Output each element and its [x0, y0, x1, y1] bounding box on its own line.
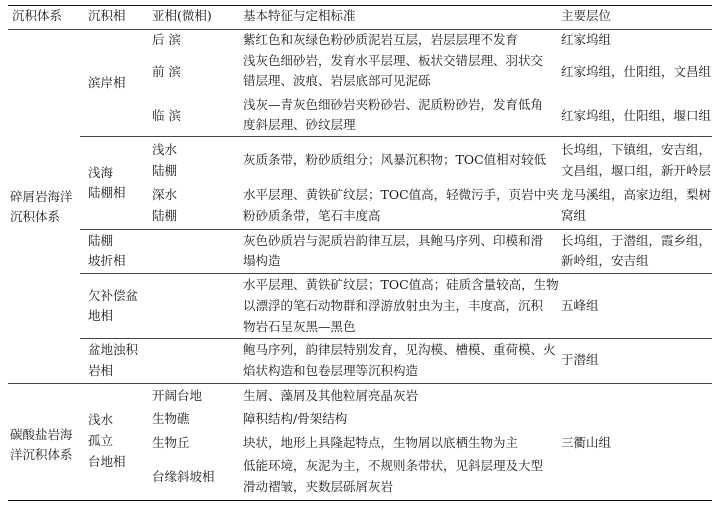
- rear-shore-sub: 后 滨: [152, 32, 181, 47]
- margin-slope-sub: 台缘斜坡相: [152, 469, 215, 484]
- shore-facies: 滨岸相: [88, 75, 126, 90]
- header-features: 基本特征与定相标准: [243, 8, 356, 23]
- deep-shelf-sub-line1: 深水: [152, 187, 178, 202]
- shelf-facies-line2: 陆棚相: [88, 185, 126, 200]
- fore-shore-layer: 红家坞组，仕阳组，文昌组: [561, 64, 712, 79]
- fore-shore-feature-line2: 错层理、波痕、岩层底部可见泥砾: [243, 73, 431, 88]
- shelf-layer-line2: 文昌组，堰口组，新开岭层: [561, 163, 712, 178]
- shallow-shelf-feature: 灰质条带，粉砂质组分；风暴沉积物；TOC值相对较低: [243, 152, 547, 167]
- rule-after-basin: [80, 338, 712, 339]
- slope-layer-line1: 长坞组，于潜组，霞乡组，: [561, 233, 712, 248]
- basin-facies-line2: 地相: [88, 308, 114, 323]
- platform-facies-line1: 浅水: [88, 412, 114, 427]
- turbidite-feature-line2: 焰状构造和包卷层理等沉积构造: [243, 363, 419, 378]
- basin-feature-line2: 以漂浮的笔石动物群和浮游放射虫为主，丰度高，沉积: [243, 298, 544, 313]
- rear-shore-feature: 紫红色和灰绿色粉砂质泥岩互层，岩层层理不发育: [243, 32, 519, 47]
- header-system: 沉积体系: [12, 8, 63, 23]
- table-bottom-rule: [8, 500, 712, 501]
- shelf-layer-line3: 龙马溪组，高家边组，梨树: [561, 187, 712, 202]
- header-layers: 主要层位: [561, 8, 612, 23]
- rear-shore-layer: 红家坞组: [561, 32, 612, 47]
- turbidite-feature-line1: 鲍马序列，韵律层特别发育，见沟模、槽模、重荷模、火: [243, 342, 556, 357]
- basin-feature-line3: 物岩石呈灰黑—黑色: [243, 319, 356, 334]
- clastic-system-line2: 沉积体系: [10, 209, 61, 224]
- header-subfacies: 亚相(微相): [152, 8, 212, 23]
- rule-after-slope: [80, 273, 712, 274]
- carbonate-system-line1: 碳酸盐岩海: [10, 427, 73, 442]
- carbonate-system-line2: 洋沉积体系: [10, 447, 73, 462]
- basin-facies-line1: 欠补偿盆: [88, 288, 139, 303]
- mound-sub: 生物丘: [152, 435, 190, 450]
- mound-feature: 块状，地形上具隆起特点，生物屑以底栖生物为主: [243, 435, 519, 450]
- rule-after-shore: [80, 136, 712, 137]
- open-platform-sub: 开阔台地: [152, 388, 203, 403]
- slope-feature-line2: 塌构造: [243, 253, 281, 268]
- header-facies: 沉积相: [88, 8, 126, 23]
- fore-shore-sub: 前 滨: [152, 64, 181, 79]
- shallow-shelf-sub-line2: 陆棚: [152, 163, 178, 178]
- basin-feature-line1: 水平层理、黄铁矿纹层；TOC值高；硅质含量较高，生物: [243, 277, 559, 292]
- fore-shore-feature-line1: 浅灰色细砂岩，发育水平层理、板状交错层理、羽状交: [243, 53, 544, 68]
- slope-facies-line1: 陆棚: [88, 233, 114, 248]
- shallow-shelf-sub-line1: 浅水: [152, 142, 178, 157]
- slope-feature-line1: 灰色砂质岩与泥质岩韵律互层，具鲍马序列、印模和滑: [243, 233, 544, 248]
- turbidite-layer: 于潜组: [561, 352, 599, 367]
- slope-layer-line2: 新岭组，安吉组: [561, 253, 649, 268]
- margin-slope-feature-line2: 滑动褶皱，夹数层砾屑灰岩: [243, 479, 394, 494]
- rule-after-clastic: [8, 383, 712, 384]
- clastic-system-line1: 碎屑岩海洋: [10, 189, 73, 204]
- deep-shelf-sub-line2: 陆棚: [152, 208, 178, 223]
- near-shore-feature-line1: 浅灰—青灰色细砂岩夹粉砂岩、泥质粉砂岩，发育低角: [243, 97, 544, 112]
- shelf-facies-line1: 浅海: [88, 165, 114, 180]
- turbidite-facies-line1: 盆地浊积: [88, 342, 139, 357]
- margin-slope-feature-line1: 低能环境，灰泥为主，不规则条带状，见斜层理及大型: [243, 458, 544, 473]
- turbidite-facies-line2: 岩相: [88, 363, 114, 378]
- rule-after-shelf: [80, 229, 712, 230]
- slope-facies-line2: 坡折相: [88, 253, 126, 268]
- reef-sub: 生物礁: [152, 411, 190, 426]
- near-shore-feature-line2: 度斜层理、砂纹层理: [243, 117, 356, 132]
- deep-shelf-feature-line2: 粉砂质条带，笔石丰度高: [243, 208, 381, 223]
- platform-facies-line2: 孤立: [88, 433, 114, 448]
- platform-facies-line3: 台地相: [88, 454, 126, 469]
- open-platform-feature: 生屑、藻屑及其他粒屑亮晶灰岩: [243, 388, 419, 403]
- near-shore-sub: 临 滨: [152, 108, 181, 123]
- near-shore-layer: 红家坞组，仕阳组，堰口组: [561, 108, 712, 123]
- shelf-layer-line1: 长坞组，下镇组，安吉组，: [561, 142, 712, 157]
- basin-layer: 五峰组: [561, 298, 599, 313]
- reef-feature: 障积结构/骨架结构: [243, 411, 348, 426]
- shelf-layer-line4: 窝组: [561, 208, 587, 223]
- deep-shelf-feature-line1: 水平层理、黄铁矿纹层；TOC值高，轻微污手，页岩中夹: [243, 187, 559, 202]
- carbonate-layer: 三衢山组: [561, 435, 612, 450]
